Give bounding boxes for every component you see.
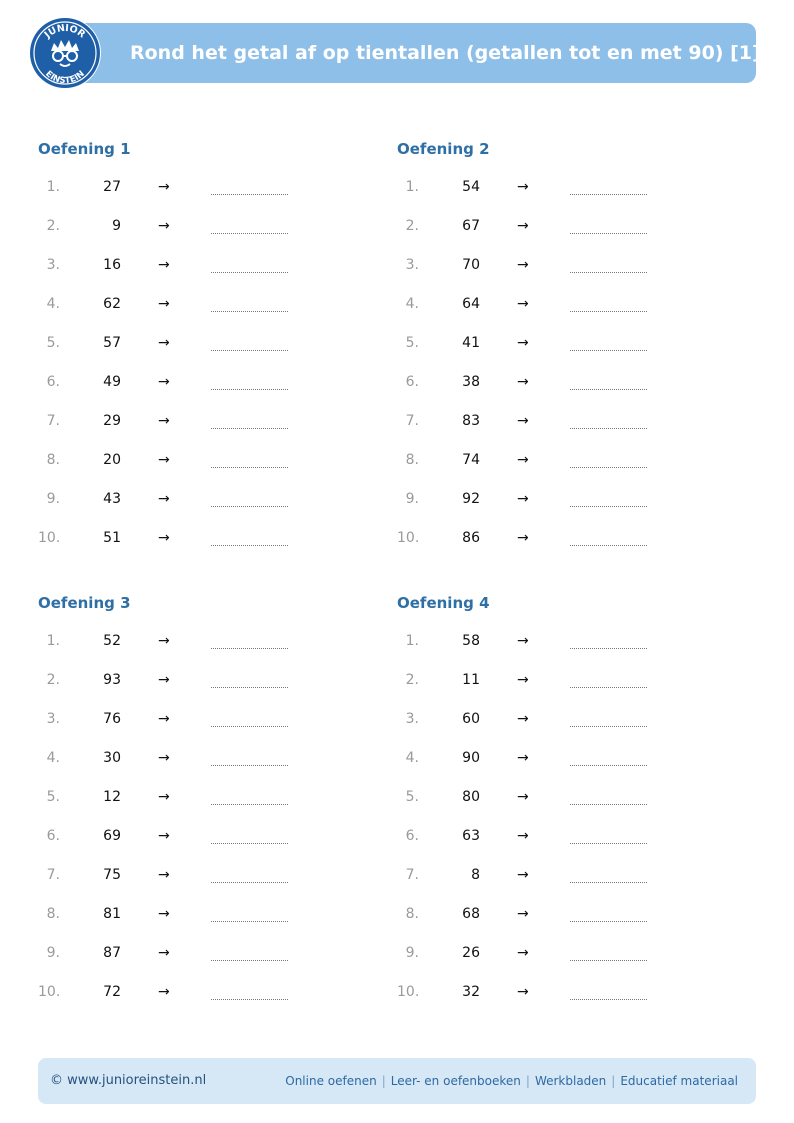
exercise-row (397, 374, 697, 394)
item-value: 80 (462, 789, 480, 805)
answer-blank[interactable] (211, 506, 288, 507)
footer-link-werkbladen[interactable]: Werkbladen (534, 1074, 607, 1088)
answer-blank[interactable] (211, 272, 288, 273)
arrow-icon: → (517, 530, 529, 546)
item-number: 4. (46, 296, 60, 312)
exercise-row (38, 750, 338, 770)
arrow-icon: → (517, 335, 529, 351)
item-number: 4. (405, 296, 419, 312)
item-number: 10. (397, 530, 420, 546)
item-number: 7. (405, 867, 419, 883)
exercise-row (38, 257, 338, 277)
exercise-row (38, 296, 338, 316)
arrow-icon: → (158, 452, 170, 468)
item-value: 11 (462, 672, 480, 688)
answer-blank[interactable] (211, 999, 288, 1000)
page-header (66, 23, 761, 83)
item-number: 9. (405, 945, 419, 961)
answer-blank[interactable] (211, 921, 288, 922)
item-value: 93 (103, 672, 121, 688)
logo-text-bottom: EINSTEIN (43, 68, 87, 87)
arrow-icon: → (158, 530, 170, 546)
exercise-row (38, 867, 338, 887)
arrow-icon: → (517, 867, 529, 883)
exercise-row (38, 491, 338, 511)
item-value: 43 (103, 491, 121, 507)
footer-separator: | (525, 1074, 530, 1088)
answer-blank[interactable] (570, 233, 647, 234)
exercise-title: Oefening 4 (397, 594, 490, 612)
answer-blank[interactable] (211, 882, 288, 883)
answer-blank[interactable] (211, 648, 288, 649)
answer-blank[interactable] (570, 389, 647, 390)
item-number: 7. (46, 867, 60, 883)
answer-blank[interactable] (570, 311, 647, 312)
item-number: 2. (405, 672, 419, 688)
item-number: 3. (46, 711, 60, 727)
item-number: 8. (46, 906, 60, 922)
answer-blank[interactable] (570, 960, 647, 961)
answer-blank[interactable] (570, 545, 647, 546)
item-number: 5. (46, 335, 60, 351)
item-number: 4. (405, 750, 419, 766)
item-value: 8 (471, 867, 480, 883)
item-value: 76 (103, 711, 121, 727)
exercise-row (38, 335, 338, 355)
item-number: 10. (38, 984, 61, 1000)
item-number: 9. (46, 945, 60, 961)
exercise-row (38, 179, 338, 199)
item-value: 38 (462, 374, 480, 390)
exercise-row (38, 906, 338, 926)
answer-blank[interactable] (570, 428, 647, 429)
answer-blank[interactable] (211, 389, 288, 390)
answer-blank[interactable] (570, 506, 647, 507)
exercise-row (38, 413, 338, 433)
item-number: 3. (46, 257, 60, 273)
item-value: 60 (462, 711, 480, 727)
arrow-icon: → (158, 945, 170, 961)
item-number: 2. (46, 218, 60, 234)
item-value: 41 (462, 335, 480, 351)
exercise-row (397, 945, 697, 965)
exercise-row (397, 633, 697, 653)
item-number: 7. (405, 413, 419, 429)
arrow-icon: → (158, 257, 170, 273)
answer-blank[interactable] (570, 804, 647, 805)
answer-blank[interactable] (570, 467, 647, 468)
footer-copyright[interactable]: © www.junioreinstein.nl (50, 1073, 207, 1088)
item-value: 30 (103, 750, 121, 766)
exercise-row (38, 672, 338, 692)
answer-blank[interactable] (570, 272, 647, 273)
item-number: 2. (405, 218, 419, 234)
answer-blank[interactable] (211, 311, 288, 312)
answer-blank[interactable] (211, 194, 288, 195)
footer-link-online-oefenen[interactable]: Online oefenen (285, 1074, 377, 1088)
arrow-icon: → (517, 179, 529, 195)
item-number: 6. (46, 828, 60, 844)
item-value: 63 (462, 828, 480, 844)
exercise-row (397, 296, 697, 316)
item-number: 5. (405, 789, 419, 805)
arrow-icon: → (158, 179, 170, 195)
answer-blank[interactable] (570, 765, 647, 766)
item-value: 9 (112, 218, 121, 234)
exercise-row (397, 491, 697, 511)
answer-blank[interactable] (570, 726, 647, 727)
exercise-row (397, 218, 697, 238)
arrow-icon: → (158, 828, 170, 844)
item-value: 32 (462, 984, 480, 1000)
exercise-row (38, 633, 338, 653)
arrow-icon: → (158, 789, 170, 805)
exercise-row (38, 945, 338, 965)
item-number: 2. (46, 672, 60, 688)
item-value: 92 (462, 491, 480, 507)
item-number: 7. (46, 413, 60, 429)
arrow-icon: → (517, 750, 529, 766)
arrow-icon: → (517, 672, 529, 688)
arrow-icon: → (517, 945, 529, 961)
arrow-icon: → (158, 335, 170, 351)
item-value: 64 (462, 296, 480, 312)
item-value: 52 (103, 633, 121, 649)
item-number: 1. (46, 633, 60, 649)
exercise-title: Oefening 2 (397, 140, 490, 158)
item-value: 68 (462, 906, 480, 922)
answer-blank[interactable] (211, 960, 288, 961)
item-number: 8. (405, 452, 419, 468)
arrow-icon: → (517, 789, 529, 805)
item-value: 51 (103, 530, 121, 546)
answer-blank[interactable] (211, 545, 288, 546)
arrow-icon: → (517, 257, 529, 273)
arrow-icon: → (517, 633, 529, 649)
logo-text-top: JUNIOR (42, 22, 88, 41)
footer-separator: | (611, 1074, 616, 1088)
exercise-row (397, 530, 697, 550)
arrow-icon: → (517, 218, 529, 234)
answer-blank[interactable] (570, 350, 647, 351)
exercise-row (38, 530, 338, 550)
arrow-icon: → (158, 633, 170, 649)
item-value: 67 (462, 218, 480, 234)
exercise-row (397, 750, 697, 770)
item-value: 29 (103, 413, 121, 429)
item-value: 62 (103, 296, 121, 312)
item-value: 72 (103, 984, 121, 1000)
footer-link-boeken[interactable]: Leer- en oefenboeken (390, 1074, 521, 1088)
footer-links (285, 1058, 738, 1104)
exercise-row (397, 257, 697, 277)
item-value: 54 (462, 179, 480, 195)
item-number: 10. (397, 984, 420, 1000)
arrow-icon: → (517, 984, 529, 1000)
item-value: 16 (103, 257, 121, 273)
item-number: 9. (46, 491, 60, 507)
arrow-icon: → (158, 906, 170, 922)
answer-blank[interactable] (211, 726, 288, 727)
answer-blank[interactable] (211, 804, 288, 805)
item-number: 9. (405, 491, 419, 507)
item-value: 12 (103, 789, 121, 805)
exercise-title: Oefening 1 (38, 140, 131, 158)
item-value: 81 (103, 906, 121, 922)
item-value: 87 (103, 945, 121, 961)
arrow-icon: → (517, 491, 529, 507)
exercise-row (397, 672, 697, 692)
arrow-icon: → (517, 828, 529, 844)
item-value: 57 (103, 335, 121, 351)
footer-separator: | (381, 1074, 386, 1088)
answer-blank[interactable] (570, 687, 647, 688)
answer-blank[interactable] (211, 233, 288, 234)
item-number: 5. (405, 335, 419, 351)
exercise-row (38, 218, 338, 238)
arrow-icon: → (517, 906, 529, 922)
exercise-row (397, 179, 697, 199)
exercise-row (38, 452, 338, 472)
item-value: 26 (462, 945, 480, 961)
item-value: 27 (103, 179, 121, 195)
arrow-icon: → (517, 711, 529, 727)
item-number: 6. (405, 374, 419, 390)
answer-blank[interactable] (211, 843, 288, 844)
arrow-icon: → (158, 296, 170, 312)
item-value: 90 (462, 750, 480, 766)
item-value: 20 (103, 452, 121, 468)
answer-blank[interactable] (570, 999, 647, 1000)
item-number: 5. (46, 789, 60, 805)
exercise-row (397, 984, 697, 1004)
item-number: 1. (405, 179, 419, 195)
item-number: 6. (405, 828, 419, 844)
item-value: 75 (103, 867, 121, 883)
exercise-row (38, 711, 338, 731)
item-number: 6. (46, 374, 60, 390)
item-value: 83 (462, 413, 480, 429)
arrow-icon: → (158, 867, 170, 883)
item-value: 49 (103, 374, 121, 390)
item-value: 70 (462, 257, 480, 273)
exercise-row (397, 452, 697, 472)
exercise-title: Oefening 3 (38, 594, 131, 612)
arrow-icon: → (158, 711, 170, 727)
exercise-row (38, 984, 338, 1004)
item-number: 3. (405, 257, 419, 273)
item-number: 1. (46, 179, 60, 195)
answer-blank[interactable] (570, 648, 647, 649)
answer-blank[interactable] (570, 194, 647, 195)
arrow-icon: → (158, 491, 170, 507)
item-number: 10. (38, 530, 61, 546)
item-value: 74 (462, 452, 480, 468)
answer-blank[interactable] (211, 350, 288, 351)
exercise-row (38, 374, 338, 394)
arrow-icon: → (158, 218, 170, 234)
page-footer (38, 1058, 756, 1104)
item-value: 86 (462, 530, 480, 546)
item-number: 4. (46, 750, 60, 766)
answer-blank[interactable] (570, 921, 647, 922)
arrow-icon: → (517, 374, 529, 390)
exercise-row (397, 867, 697, 887)
arrow-icon: → (517, 296, 529, 312)
exercise-row (397, 335, 697, 355)
page-title: Rond het getal af op tientallen (getallen tot en met 90) [1] (130, 42, 761, 64)
answer-blank[interactable] (570, 843, 647, 844)
item-value: 69 (103, 828, 121, 844)
exercise-row (397, 413, 697, 433)
answer-blank[interactable] (211, 765, 288, 766)
junior-einstein-logo[interactable] (29, 17, 101, 89)
arrow-icon: → (517, 413, 529, 429)
item-number: 1. (405, 633, 419, 649)
answer-blank[interactable] (211, 428, 288, 429)
exercise-row (397, 906, 697, 926)
arrow-icon: → (517, 452, 529, 468)
item-value: 58 (462, 633, 480, 649)
item-number: 8. (46, 452, 60, 468)
arrow-icon: → (158, 984, 170, 1000)
arrow-icon: → (158, 672, 170, 688)
answer-blank[interactable] (211, 467, 288, 468)
exercise-row (397, 711, 697, 731)
item-number: 8. (405, 906, 419, 922)
exercise-row (38, 789, 338, 809)
arrow-icon: → (158, 413, 170, 429)
exercise-row (397, 828, 697, 848)
exercise-row (397, 789, 697, 809)
arrow-icon: → (158, 374, 170, 390)
exercise-row (38, 828, 338, 848)
footer-link-educatief-materiaal[interactable]: Educatief materiaal (620, 1074, 738, 1088)
answer-blank[interactable] (211, 687, 288, 688)
arrow-icon: → (158, 750, 170, 766)
answer-blank[interactable] (570, 882, 647, 883)
einstein-logo-icon (29, 17, 101, 89)
item-number: 3. (405, 711, 419, 727)
